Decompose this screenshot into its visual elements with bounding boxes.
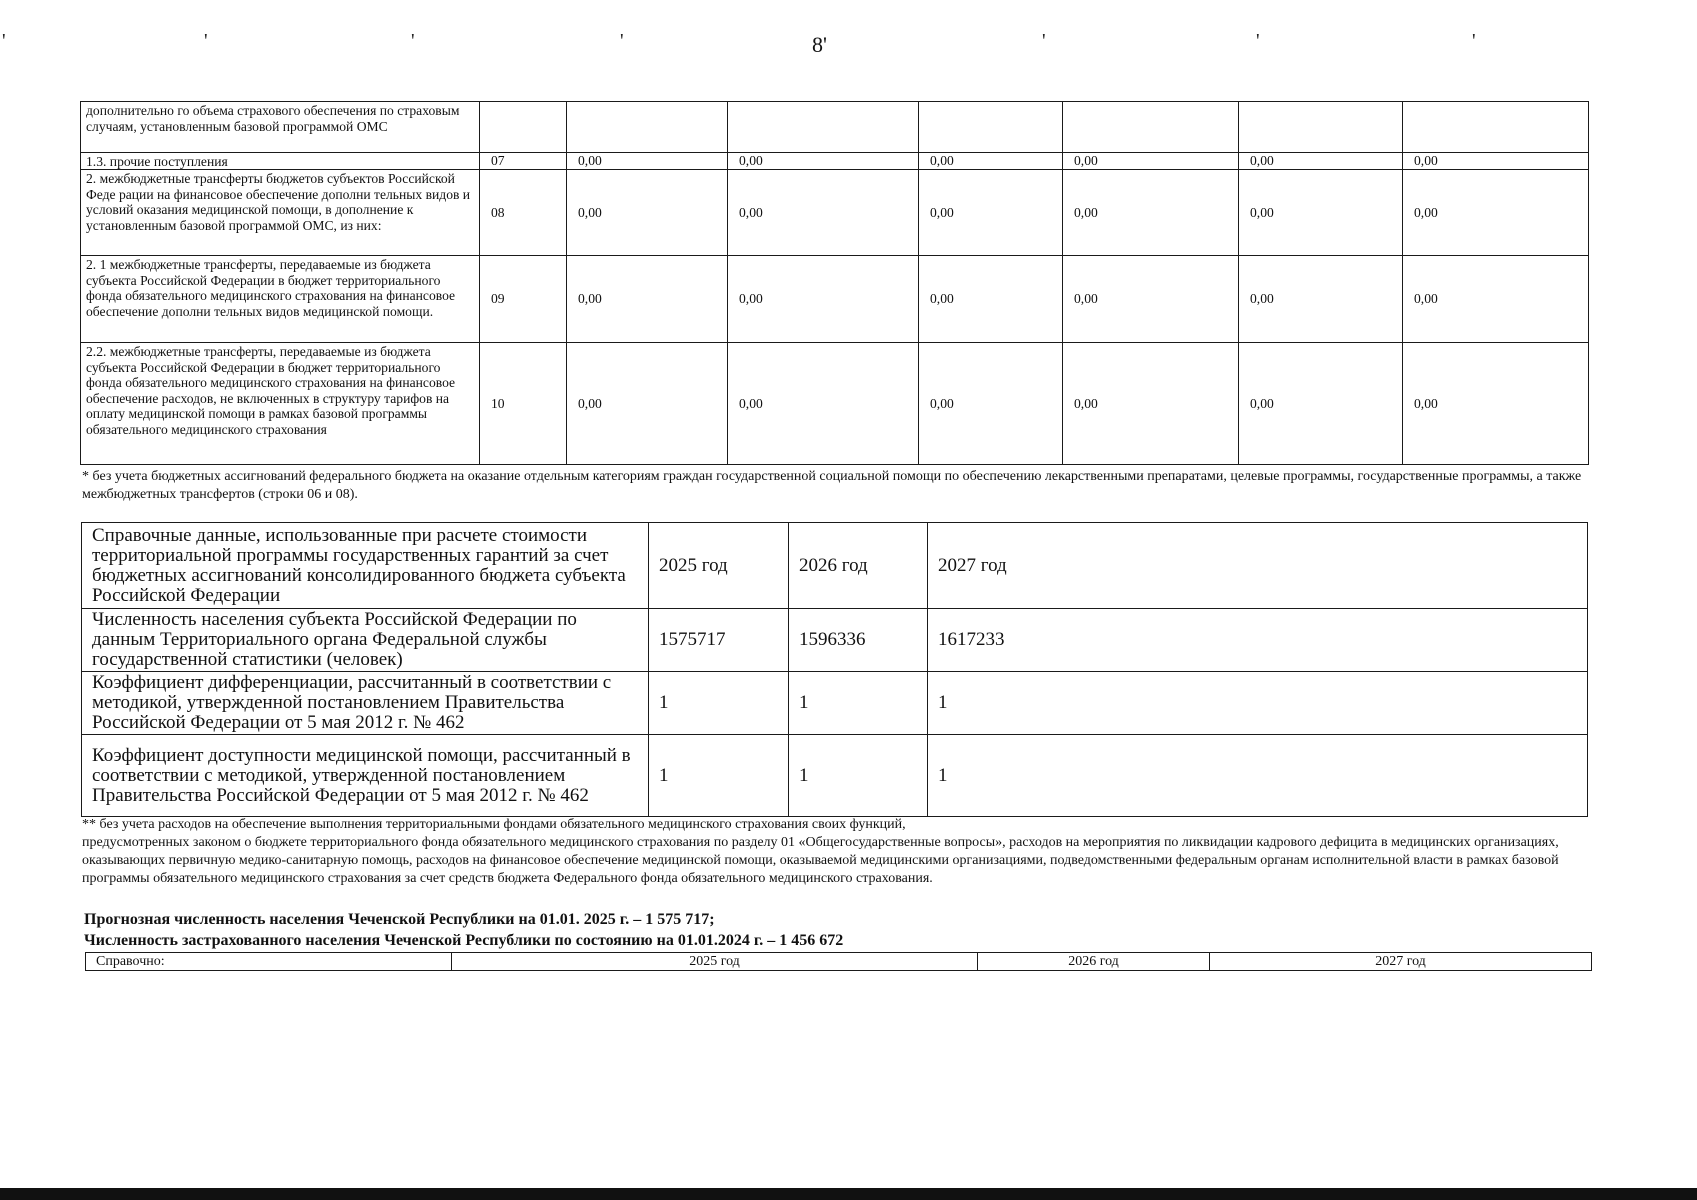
row-value: 1 [928, 735, 1588, 817]
scan-mark: ' [2, 30, 6, 52]
row-description: 1.3. прочие поступления [81, 153, 480, 170]
row-code: 07 [480, 153, 567, 170]
row-value [1403, 102, 1589, 153]
scan-border [0, 1188, 1697, 1200]
row-value: 0,00 [728, 153, 919, 170]
row-value: 1 [928, 672, 1588, 735]
scan-mark: ' [1042, 30, 1046, 52]
row-description: 2.2. межбюджетные трансферты, передаваемые из бюджета субъекта Российской Федерации в бюджет территориального фонда обязательного медицинского страхования на финансовое обеспечение расходов, не включенных в структуру тарифов на оплату медицинской помощи в рамках базовой программы обязательного медицинского страхования [81, 343, 480, 465]
summary-table [85, 952, 1592, 971]
row-value: 0,00 [567, 153, 728, 170]
header-year: 2027 год [928, 523, 1588, 609]
header-year: 2026 год [789, 523, 928, 609]
table-row [81, 256, 1589, 343]
row-value [728, 102, 919, 153]
budget-table [80, 101, 1589, 465]
header-year: 2025 год [649, 523, 789, 609]
row-value: 1 [649, 672, 789, 735]
row-value [1239, 102, 1403, 153]
row-value [919, 102, 1063, 153]
row-value: 0,00 [1063, 343, 1239, 465]
summary-label: Справочно: [86, 953, 452, 971]
scan-mark: ' [1256, 30, 1260, 52]
row-description: 2. 1 межбюджетные трансферты, передаваемые из бюджета субъекта Российской Федерации в бюджет территориального фонда обязательного медицинского страхования на финансовое обеспечение дополни тельных видов медицинской помощи. [81, 256, 480, 343]
row-label: Численность населения субъекта Российской Федерации по данным Территориального органа Федеральной службы государственной статистики (человек) [82, 609, 649, 672]
row-value: 0,00 [1239, 170, 1403, 256]
row-value [567, 102, 728, 153]
header-label: Справочные данные, использованные при расчете стоимости территориальной программы государственных гарантий за счет бюджетных ассигнований консолидированного бюджета субъекта Российской Федерации [82, 523, 649, 609]
scan-mark: ' [411, 30, 415, 52]
row-value: 0,00 [1403, 170, 1589, 256]
page-number: 8' [812, 32, 827, 57]
row-code: 08 [480, 170, 567, 256]
row-value: 0,00 [728, 256, 919, 343]
row-value: 0,00 [1239, 343, 1403, 465]
footnote-budget: * без учета бюджетных ассигнований федерального бюджета на оказание отдельным категориям граждан государственной социальной помощи по обеспечению лекарственными препаратами, целевые программы, государственные программы, а также межбюджетных трансфертов (строки 06 и 08). [82, 469, 1582, 502]
scan-mark: ' [1472, 30, 1476, 52]
row-label: Коэффициент доступности медицинской помощи, рассчитанный в соответствии с методикой, утвержденной постановлением Правительства Российской Федерации от 5 мая 2012 г. № 462 [82, 735, 649, 817]
row-value: 0,00 [1403, 256, 1589, 343]
row-code [480, 102, 567, 153]
population-forecast: Прогнозная численность населения Чеченской Республики на 01.01. 2025 г. – 1 575 717; [84, 911, 715, 928]
row-code: 10 [480, 343, 567, 465]
table-row [81, 170, 1589, 256]
row-value: 0,00 [728, 170, 919, 256]
row-code: 09 [480, 256, 567, 343]
row-description: 2. межбюджетные трансферты бюджетов субъектов Российской Феде рации на финансовое обеспечение дополни тельных видов и условий оказания медицинской помощи, в дополнение к установленным базовой программой ОМС, из них: [81, 170, 480, 256]
row-value: 0,00 [567, 343, 728, 465]
table-header-row [82, 523, 1588, 609]
summary-year: 2025 год [452, 953, 978, 971]
footnote-expenses [82, 816, 1582, 888]
row-value: 0,00 [919, 170, 1063, 256]
row-value: 0,00 [919, 343, 1063, 465]
row-label: Коэффициент дифференциации, рассчитанный в соответствии с методикой, утвержденной постановлением Правительства Российской Федерации от 5 мая 2012 г. № 462 [82, 672, 649, 735]
reference-table [81, 522, 1588, 817]
summary-year: 2026 год [978, 953, 1210, 971]
row-value: 0,00 [919, 153, 1063, 170]
table-row [81, 343, 1589, 465]
row-value: 0,00 [919, 256, 1063, 343]
row-value: 0,00 [1403, 343, 1589, 465]
table-row [82, 609, 1588, 672]
row-value: 0,00 [1063, 170, 1239, 256]
row-value: 1 [649, 735, 789, 817]
footnote-expenses-body: предусмотренных законом о бюджете территориального фонда обязательного медицинского страхования по разделу 01 «Общегосударственные вопросы», расходов на мероприятия по ликвидации кадрового дефицита в медицинских организациях, оказывающих первичную медико-санитарную помощь, расходов на финансовое обеспечение медицинской помощи, оказываемой медицинскими организациями, подведомственными федеральным органам исполнительной власти в рамках базовой программы обязательного медицинского страхования за счет средств бюджета Федерального фонда обязательного медицинского страхования. [82, 835, 1559, 886]
row-value [1063, 102, 1239, 153]
row-value: 1617233 [928, 609, 1588, 672]
table-row [81, 153, 1589, 170]
table-row [82, 735, 1588, 817]
row-value: 0,00 [1063, 256, 1239, 343]
row-value: 1575717 [649, 609, 789, 672]
scan-mark: ' [204, 30, 208, 52]
insured-population: Численность застрахованного населения Чеченской Республики по состоянию на 01.01.2024 г. – 1 456 672 [84, 932, 844, 949]
row-value: 0,00 [728, 343, 919, 465]
table-row [82, 672, 1588, 735]
row-value: 0,00 [1403, 153, 1589, 170]
table-header-row [86, 953, 1592, 971]
row-value: 1 [789, 672, 928, 735]
row-value: 0,00 [1239, 256, 1403, 343]
summary-year: 2027 год [1210, 953, 1592, 971]
row-value: 0,00 [567, 256, 728, 343]
row-value: 0,00 [1239, 153, 1403, 170]
table-row [81, 102, 1589, 153]
row-value: 0,00 [1063, 153, 1239, 170]
footnote-expenses-first-line: ** без учета расходов на обеспечение выполнения территориальными фондами обязательного медицинского страхования своих функций, [82, 817, 906, 832]
row-value: 0,00 [567, 170, 728, 256]
row-description: дополнительно го объема страхового обеспечения по страховым случаям, установленным базовой программой ОМС [81, 102, 480, 153]
row-value: 1 [789, 735, 928, 817]
scan-mark: ' [620, 30, 624, 52]
row-value: 1596336 [789, 609, 928, 672]
